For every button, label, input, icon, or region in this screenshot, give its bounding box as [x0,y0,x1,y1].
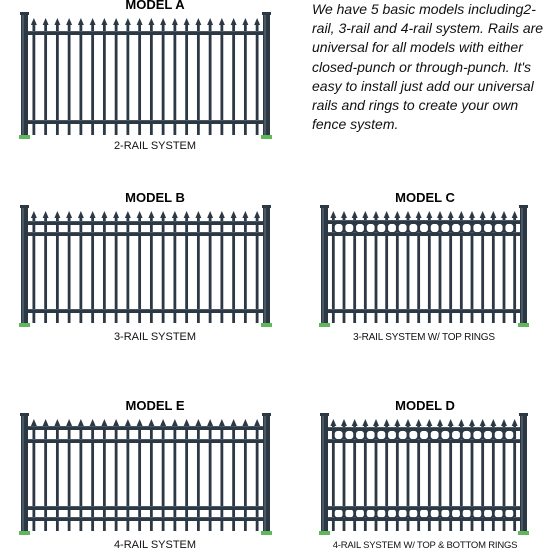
post-base [19,323,30,327]
post-highlight [264,14,266,135]
picket-spear-tip [394,211,400,218]
decorative-ring [398,430,408,440]
picket-spear-tip [137,419,143,426]
fence-picket [126,24,129,135]
fence-picket [56,24,59,135]
rail-highlight [26,426,265,427]
picket-spear-tip [437,419,443,426]
picket-spear-tip [125,18,131,25]
picket-spear-tip [341,419,347,426]
fence-picket [91,24,94,135]
picket-spear-tip [490,211,496,218]
model-d-title: MODEL D [395,398,455,413]
picket-spear-tip [160,419,166,426]
rail-highlight [26,232,265,233]
picket-spear-tip [426,211,432,218]
decorative-ring [355,223,365,233]
decorative-ring [419,430,429,440]
model-d-fence-illustration [318,411,530,541]
post-highlight [22,207,24,323]
post-cap [20,413,29,416]
model-b-fence-illustration [18,203,273,333]
picket-spear-tip [148,211,154,218]
rail-highlight [326,517,522,518]
picket-spear-tip [125,211,131,218]
decorative-ring [483,223,493,233]
picket-spear-tip [469,211,475,218]
picket-spear-tip [195,211,201,218]
model-b-title: MODEL B [125,190,185,205]
picket-spear-tip [113,419,119,426]
fence-picket [209,24,212,135]
decorative-ring [376,430,386,440]
picket-spear-tip [501,419,507,426]
picket-spear-tip [66,419,72,426]
picket-spear-tip [54,419,60,426]
fence-picket [68,24,71,135]
picket-spear-tip [113,211,119,218]
picket-spear-tip [384,211,390,218]
post-cap [320,413,329,416]
decorative-ring [408,430,418,440]
picket-spear-tip [101,211,107,218]
rail-highlight [326,506,522,507]
picket-spear-tip [469,419,475,426]
rail-highlight [326,220,522,221]
picket-spear-tip [330,419,336,426]
picket-spear-tip [219,211,225,218]
picket-spear-tip [437,211,443,218]
rail-highlight [26,439,265,440]
picket-spear-tip [480,211,486,218]
model-e-fence-illustration [18,411,273,541]
picket-spear-tip [501,211,507,218]
picket-spear-tip [31,419,37,426]
decorative-ring [355,430,365,440]
post-cap [262,205,271,208]
rail-highlight [26,517,265,518]
picket-spear-tip [405,419,411,426]
picket-spear-tip [125,419,131,426]
picket-spear-tip [90,419,96,426]
picket-spear-tip [54,18,60,25]
picket-spear-tip [490,419,496,426]
post-highlight [264,415,266,531]
picket-spear-tip [184,419,190,426]
picket-spear-tip [394,419,400,426]
rail-highlight [26,506,265,507]
post-base [319,323,330,327]
decorative-ring [366,223,376,233]
picket-spear-tip [78,211,84,218]
fence-picket [103,24,106,135]
post-base [518,531,529,535]
decorative-ring [494,223,504,233]
decorative-ring [462,223,472,233]
decorative-ring [376,223,386,233]
fence-picket [79,24,82,135]
fence-picket [173,24,176,135]
decorative-ring [472,223,482,233]
picket-spear-tip [330,211,336,218]
decorative-ring [387,223,397,233]
picket-spear-tip [254,211,260,218]
picket-spear-tip [172,18,178,25]
model-a-title: MODEL A [125,0,185,12]
picket-spear-tip [90,211,96,218]
fence-picket [244,24,247,135]
post-highlight [22,415,24,531]
picket-spear-tip [207,211,213,218]
picket-spear-tip [101,18,107,25]
rail-highlight [26,120,265,121]
picket-spear-tip [113,18,119,25]
picket-spear-tip [184,211,190,218]
picket-spear-tip [362,419,368,426]
picket-spear-tip [480,419,486,426]
decorative-ring [483,430,493,440]
picket-spear-tip [416,211,422,218]
fence-picket [220,24,223,135]
picket-spear-tip [219,18,225,25]
decorative-ring [494,430,504,440]
post-cap [519,413,528,416]
picket-spear-tip [416,419,422,426]
fence-picket [162,24,165,135]
fence-picket [115,24,118,135]
decorative-ring [440,223,450,233]
picket-spear-tip [458,211,464,218]
rail-highlight [26,31,265,32]
model-c-title: MODEL C [395,190,455,205]
picket-spear-tip [31,18,37,25]
model-c-caption: 3-RAIL SYSTEM W/ TOP RINGS [353,332,495,343]
model-b-caption: 3-RAIL SYSTEM [113,331,197,343]
picket-spear-tip [352,419,358,426]
decorative-ring [334,223,344,233]
decorative-ring [387,430,397,440]
fence-picket [256,24,259,135]
post-cap [20,205,29,208]
description-text: We have 5 basic models including2-rail, 3-rail and 4-rail system. Rails are universal for all models with either closed-punch or through-punch. It's easy to install just add our universal rails and rings to create your own fence system. [312,1,544,133]
model-c-fence-illustration [318,203,530,333]
post-highlight [322,415,324,531]
fence-picket [197,24,200,135]
model-d-caption: 4-RAIL SYSTEM W/ TOP & BOTTOM RINGS [332,540,518,551]
picket-spear-tip [231,18,237,25]
post-base [518,323,529,327]
picket-spear-tip [195,419,201,426]
picket-spear-tip [43,419,49,426]
picket-spear-tip [148,18,154,25]
picket-spear-tip [90,18,96,25]
picket-spear-tip [231,211,237,218]
post-base [261,135,272,139]
picket-spear-tip [242,18,248,25]
decorative-ring [419,223,429,233]
picket-spear-tip [448,211,454,218]
post-base [261,323,272,327]
decorative-ring [462,430,472,440]
picket-spear-tip [160,18,166,25]
picket-spear-tip [448,419,454,426]
picket-spear-tip [362,211,368,218]
picket-spear-tip [373,211,379,218]
decorative-ring [440,430,450,440]
post-cap [262,413,271,416]
picket-spear-tip [384,419,390,426]
post-highlight [322,207,324,323]
picket-spear-tip [137,18,143,25]
decorative-ring [451,430,461,440]
post-base [19,531,30,535]
picket-spear-tip [78,419,84,426]
picket-spear-tip [352,211,358,218]
picket-spear-tip [184,18,190,25]
rail-highlight [26,221,265,222]
picket-spear-tip [54,211,60,218]
picket-spear-tip [219,419,225,426]
post-highlight [264,207,266,323]
picket-spear-tip [426,419,432,426]
picket-spear-tip [148,419,154,426]
decorative-ring [430,430,440,440]
decorative-ring [472,430,482,440]
decorative-ring [504,223,514,233]
model-e-caption: 4-RAIL SYSTEM [113,539,197,551]
picket-spear-tip [101,419,107,426]
picket-spear-tip [172,211,178,218]
model-e-title: MODEL E [125,398,185,413]
picket-spear-tip [195,18,201,25]
decorative-ring [398,223,408,233]
post-cap [519,205,528,208]
fence-picket [150,24,153,135]
post-highlight [521,415,523,531]
picket-spear-tip [254,419,260,426]
post-highlight [22,14,24,135]
fence-picket [138,24,141,135]
fence-picket [32,24,35,135]
decorative-ring [366,430,376,440]
decorative-ring [504,430,514,440]
picket-spear-tip [231,419,237,426]
decorative-ring [334,430,344,440]
post-cap [320,205,329,208]
decorative-ring [344,430,354,440]
decorative-ring [408,223,418,233]
picket-spear-tip [405,211,411,218]
fence-picket [185,24,188,135]
picket-spear-tip [373,419,379,426]
picket-spear-tip [512,419,518,426]
model-a-fence-illustration [18,10,273,145]
rail-highlight [326,309,522,310]
post-cap [20,12,29,15]
post-base [19,135,30,139]
picket-spear-tip [43,18,49,25]
decorative-ring [430,223,440,233]
picket-spear-tip [31,211,37,218]
picket-spear-tip [66,18,72,25]
post-highlight [521,207,523,323]
picket-spear-tip [207,419,213,426]
picket-spear-tip [242,211,248,218]
post-cap [262,12,271,15]
rail-highlight [326,427,522,428]
picket-spear-tip [43,211,49,218]
post-base [319,531,330,535]
picket-spear-tip [78,18,84,25]
picket-spear-tip [137,211,143,218]
fence-picket [232,24,235,135]
picket-spear-tip [207,18,213,25]
picket-spear-tip [242,419,248,426]
decorative-ring [344,223,354,233]
decorative-ring [451,223,461,233]
model-a-caption: 2-RAIL SYSTEM [113,140,197,152]
picket-spear-tip [512,211,518,218]
fence-picket [44,24,47,135]
picket-spear-tip [172,419,178,426]
rail-highlight [26,309,265,310]
picket-spear-tip [160,211,166,218]
picket-spear-tip [458,419,464,426]
picket-spear-tip [66,211,72,218]
post-base [261,531,272,535]
picket-spear-tip [254,18,260,25]
picket-spear-tip [341,211,347,218]
